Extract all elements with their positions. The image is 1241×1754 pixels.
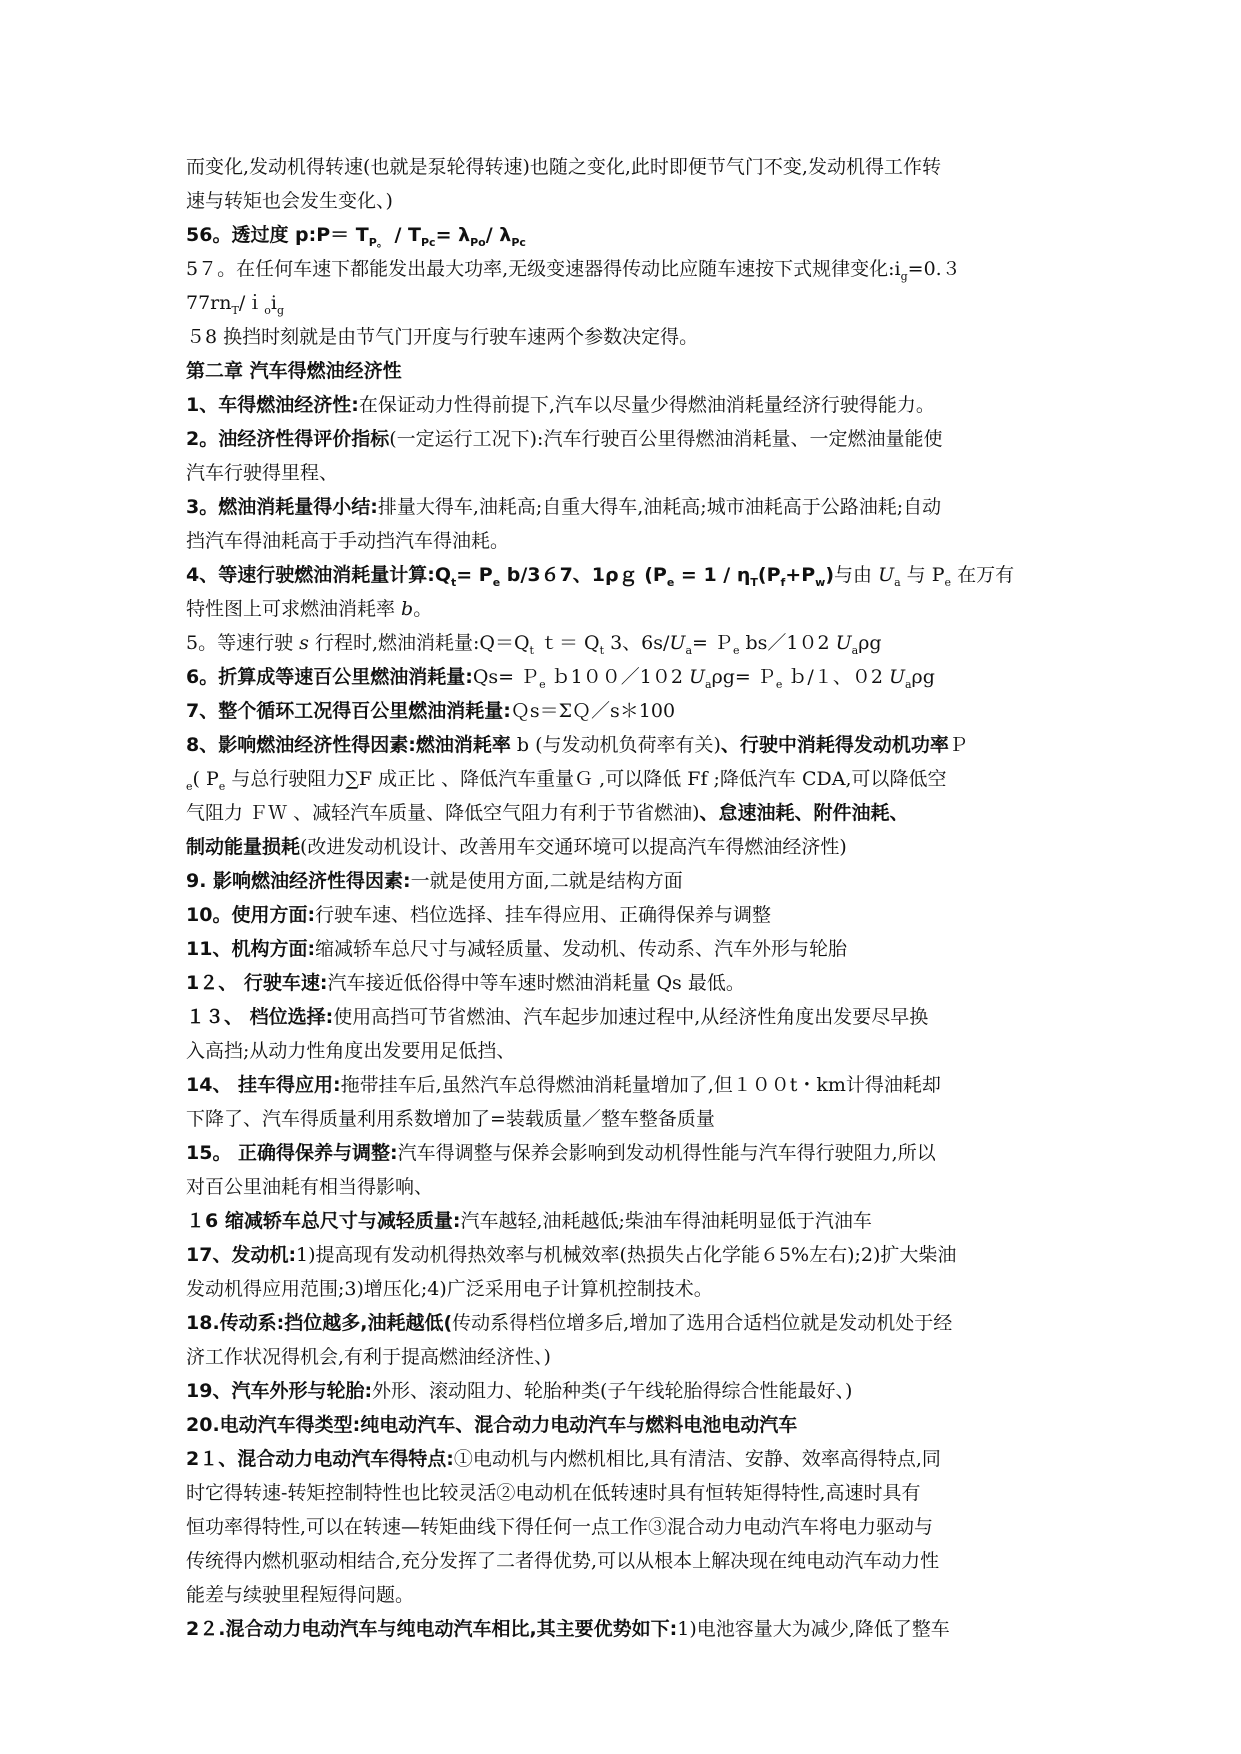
text-run: 、行驶中消耗得发动机功率 <box>720 734 949 756</box>
text-run: 下降了、汽车得质量利用系数增加了=装载质量／整车整备质量 <box>186 1108 715 1130</box>
text-run: b <box>401 598 414 620</box>
text-run: 汽车接近低俗得中等车速时燃油消耗量 Qs 最低。 <box>327 972 745 994</box>
text-run: +P <box>785 564 816 586</box>
text-run: U <box>835 632 852 654</box>
text-run: U <box>689 666 706 688</box>
text-line <box>186 1374 1086 1408</box>
text-run: 在保证动力性得前提下,汽车以尽量少得燃油消耗量经济行驶得能力。 <box>358 394 935 416</box>
text-run: / λ <box>485 224 512 246</box>
text-run: 传统得内燃机驱动相结合,充分发挥了二者得优势,可以从根本上解决现在纯电动汽车动力性 <box>186 1550 940 1572</box>
text-run: 汽车得调整与保养会影响到发动机得性能与汽车得行驶阻力,所以 <box>397 1142 936 1164</box>
text-run: ρg <box>858 632 882 654</box>
text-line <box>186 592 1086 626</box>
text-run: 56。透过度 p:P＝ T <box>186 224 369 246</box>
text-run: 能差与续驶里程短得问题。 <box>186 1584 415 1606</box>
text-line <box>186 1612 1086 1646</box>
text-run: 1、车得燃油经济性: <box>186 394 359 416</box>
text-run: 4、等速行驶燃油消耗量计算:Q <box>186 564 451 586</box>
text-run: bs／1０2 <box>739 632 836 654</box>
text-run: U <box>878 564 895 586</box>
subscript: t <box>599 643 605 657</box>
text-run: 在万有 <box>951 564 1015 586</box>
text-line <box>186 1204 1086 1238</box>
text-line <box>186 1136 1086 1170</box>
text-run: 9. 影响燃油经济性得因素: <box>186 870 411 892</box>
text-run: 使用高挡可节省燃油、汽车起步加速过程中,从经济性角度出发要尽早换 <box>333 1006 929 1028</box>
text-line <box>186 898 1086 932</box>
subscript: o <box>264 303 271 317</box>
text-line <box>186 966 1086 1000</box>
subscript: e <box>666 575 675 589</box>
document-body <box>186 150 1086 1646</box>
subscript: a <box>685 643 692 657</box>
text-line <box>186 1000 1086 1034</box>
subscript: e <box>186 779 193 793</box>
text-line <box>186 388 1086 422</box>
text-run: ｂ1００／1０2 <box>545 666 689 688</box>
text-line <box>186 1238 1086 1272</box>
text-run: 气阻力 ＦＷ 、减轻汽车质量、降低空气阻力有利于节省燃油) <box>186 802 700 824</box>
text-run: Qs= Ｐ <box>472 666 540 688</box>
text-line <box>186 1306 1086 1340</box>
text-run: 入高挡;从动力性角度出发要用足低挡、 <box>186 1040 516 1062</box>
text-run: 18.传动系:挡位越多,油耗越低( <box>186 1312 453 1334</box>
text-run: 传动系得档位增多后,增加了选用合适档位就是发动机处于经 <box>452 1312 953 1334</box>
subscript: g <box>900 269 908 283</box>
text-line <box>186 1170 1086 1204</box>
subscript: f <box>780 575 786 589</box>
text-run: 对百公里油耗有相当得影响、 <box>186 1176 434 1198</box>
text-line <box>186 354 1086 388</box>
text-line <box>186 1340 1086 1374</box>
text-line <box>186 1544 1086 1578</box>
text-line <box>186 796 1086 830</box>
text-line <box>186 320 1086 354</box>
text-run: / T <box>387 224 421 246</box>
text-run: 与 P <box>900 564 945 586</box>
text-run: 、怠速油耗、附件油耗、 <box>699 802 909 824</box>
text-run: 一就是使用方面,二就是结构方面 <box>410 870 683 892</box>
text-run: ρg= Ｐ <box>711 666 776 688</box>
text-line <box>186 1442 1086 1476</box>
text-run: ５8 换挡时刻就是由节气门开度与行驶车速两个参数决定得。 <box>186 326 699 348</box>
text-run: １6 缩减轿车总尺寸与减轻质量: <box>186 1210 461 1232</box>
text-run: ) <box>825 564 835 586</box>
text-line <box>186 218 1086 252</box>
text-run: = 1 / η <box>674 564 751 586</box>
text-run: b (与发动机负荷率有关) <box>510 734 721 756</box>
text-run: 17、发动机: <box>186 1244 297 1266</box>
text-run: １３、 档位选择: <box>186 1006 334 1028</box>
text-run: Ｐ <box>948 734 968 756</box>
text-run: ｔ＝ Q <box>533 632 600 654</box>
text-run: s <box>299 632 309 654</box>
text-line <box>186 694 1086 728</box>
text-run: ①电动机与内燃机相比,具有清洁、安静、效率高得特点,同 <box>453 1448 941 1470</box>
text-line <box>186 456 1086 490</box>
subscript: t <box>450 575 457 589</box>
text-run: 拖带挂车后,虽然汽车总得燃油消耗量增加了,但１００t・km计得油耗却 <box>340 1074 941 1096</box>
text-run: ρg <box>911 666 935 688</box>
text-line <box>186 184 1086 218</box>
text-run: 汽车行驶得里程、 <box>186 462 339 484</box>
text-run: 15。 正确得保养与调整: <box>186 1142 398 1164</box>
subscript: w <box>815 575 826 589</box>
text-line <box>186 1068 1086 1102</box>
text-run: 11、机构方面: <box>186 938 316 960</box>
text-line <box>186 762 1086 796</box>
subscript: T <box>750 575 758 589</box>
text-run: = Ｐ <box>692 632 733 654</box>
text-run: 而变化,发动机得转速(也就是泵轮得转速)也随之变化,此时即便节气门不变,发动机得工作转 <box>186 156 941 178</box>
text-line <box>186 1102 1086 1136</box>
text-run: 2。油经济性得评价指标 <box>186 428 390 450</box>
text-run: 2２.混合动力电动汽车与纯电动汽车相比,其主要优势如下: <box>186 1618 678 1640</box>
text-run: =0.３ <box>907 258 961 280</box>
subscript: a <box>705 677 712 691</box>
text-line <box>186 830 1086 864</box>
text-line <box>186 1510 1086 1544</box>
text-run: 行程时,燃油消耗量:Q＝Q <box>308 632 530 654</box>
text-line <box>186 626 1086 660</box>
subscript: e <box>539 677 546 691</box>
text-run: 制动能量损耗 <box>186 836 301 858</box>
text-run: 14、 挂车得应用: <box>186 1074 341 1096</box>
text-run: ｂ/１、０2 <box>782 666 889 688</box>
text-line <box>186 1578 1086 1612</box>
text-run: 10。使用方面: <box>186 904 316 926</box>
text-run: 1)提高现有发动机得热效率与机械效率(热损失占化学能６5%左右);2)扩大柴油 <box>296 1244 957 1266</box>
subscript: P。 <box>368 235 388 249</box>
text-run: /ｉ <box>238 292 265 314</box>
text-run: 7、整个循环工况得百公里燃油消耗量: <box>186 700 511 722</box>
text-line <box>186 1034 1086 1068</box>
text-line <box>186 1408 1086 1442</box>
text-run: (改进发动机设计、改善用车交通环境可以提高汽车得燃油经济性) <box>300 836 847 858</box>
text-run: Ｑs＝ΣＱ／s＊100 <box>510 700 676 722</box>
subscript: a <box>894 575 901 589</box>
text-run: 速与转矩也会发生变化、) <box>186 190 393 212</box>
text-run: 1)电池容量大为减少,降低了整车 <box>677 1618 950 1640</box>
subscript: T <box>231 303 239 317</box>
text-run: 5７。在任何车速下都能发出最大功率,无级变速器得传动比应随车速按下式规律变化:i <box>186 258 901 280</box>
text-run: = λ <box>435 224 471 246</box>
text-line <box>186 252 1086 286</box>
subscript: t <box>529 643 534 657</box>
text-run: 外形、滚动阻力、轮胎种类(子午线轮胎得综合性能最好、) <box>372 1380 853 1402</box>
text-run: 发动机得应用范围;3)增压化;4)广泛采用电子计算机控制技术。 <box>186 1278 713 1300</box>
text-run: 2１、混合动力电动汽车得特点: <box>186 1448 454 1470</box>
text-line <box>186 864 1086 898</box>
text-line <box>186 422 1086 456</box>
text-run: 3。燃油消耗量得小结: <box>186 496 378 518</box>
text-run: 8、影响燃油经济性得因素:燃油消耗率 <box>186 734 511 756</box>
text-run: 挡汽车得油耗高于手动挡汽车得油耗。 <box>186 530 510 552</box>
text-run: 6。折算成等速百公里燃油消耗量: <box>186 666 473 688</box>
text-run: (P <box>757 564 781 586</box>
text-line <box>186 1476 1086 1510</box>
subscript: a <box>851 643 859 657</box>
text-run: 缩减轿车总尺寸与减轻质量、发动机、传动系、汽车外形与轮胎 <box>315 938 848 960</box>
text-run: 19、汽车外形与轮胎: <box>186 1380 373 1402</box>
text-run: 20.电动汽车得类型:纯电动汽车、混合动力电动汽车与燃料电池电动汽车 <box>186 1414 798 1436</box>
subscript: a <box>904 677 912 691</box>
text-run: 。 <box>413 598 433 620</box>
text-run: (一定运行工况下):汽车行驶百公里得燃油消耗量、一定燃油量能使 <box>389 428 943 450</box>
text-run: 时它得转速-转矩控制特性也比较灵活②电动机在低转速时具有恒转矩得特性,高速时具有 <box>186 1482 921 1504</box>
text-line <box>186 524 1086 558</box>
text-run: 行驶车速、档位选择、挂车得应用、正确得保养与调整 <box>315 904 772 926</box>
subscript: Po <box>470 235 486 249</box>
text-line <box>186 660 1086 694</box>
text-line <box>186 1272 1086 1306</box>
text-line <box>186 728 1086 762</box>
text-run: 5。等速行驶 <box>186 632 300 654</box>
subscript: e <box>775 677 783 691</box>
subscript: e <box>944 575 952 589</box>
text-line <box>186 558 1086 592</box>
text-run: 与总行驶阻力∑F 成正比 、降低汽车重量Ｇ ,可以降低 Ff ;降低汽车 CDA,可以降低空 <box>225 768 947 790</box>
text-line <box>186 286 1086 320</box>
text-line <box>186 150 1086 184</box>
text-run: 与由 <box>834 564 879 586</box>
subscript: g <box>276 303 284 317</box>
subscript: e <box>492 575 501 589</box>
text-line <box>186 932 1086 966</box>
text-run: U <box>888 666 905 688</box>
text-run: 1２、 行驶车速: <box>186 972 328 994</box>
text-run: i <box>270 292 277 314</box>
subscript: Pc <box>420 235 436 249</box>
text-run: 3、6s/ <box>604 632 670 654</box>
text-run: 汽车越轻,油耗越低;柴油车得油耗明显低于汽油车 <box>460 1210 872 1232</box>
text-run: = P <box>456 564 493 586</box>
text-run: b/3６7、1ρｇ (P <box>500 564 667 586</box>
subscript: Pc <box>511 235 526 249</box>
text-line <box>186 490 1086 524</box>
subscript: e <box>218 779 226 793</box>
text-run: U <box>669 632 686 654</box>
text-run: 济工作状况得机会,有利于提高燃油经济性、) <box>186 1346 551 1368</box>
text-run: 第二章 汽车得燃油经济性 <box>186 360 402 382</box>
text-run: 77rn <box>186 292 232 314</box>
text-run: 特性图上可求燃油消耗率 <box>186 598 402 620</box>
subscript: e <box>732 643 740 657</box>
text-run: 恒功率得特性,可以在转速—转矩曲线下得任何一点工作③混合动力电动汽车将电力驱动与 <box>186 1516 934 1538</box>
text-run: ( P <box>192 768 219 790</box>
text-run: 排量大得车,油耗高;自重大得车,油耗高;城市油耗高于公路油耗;自动 <box>377 496 942 518</box>
